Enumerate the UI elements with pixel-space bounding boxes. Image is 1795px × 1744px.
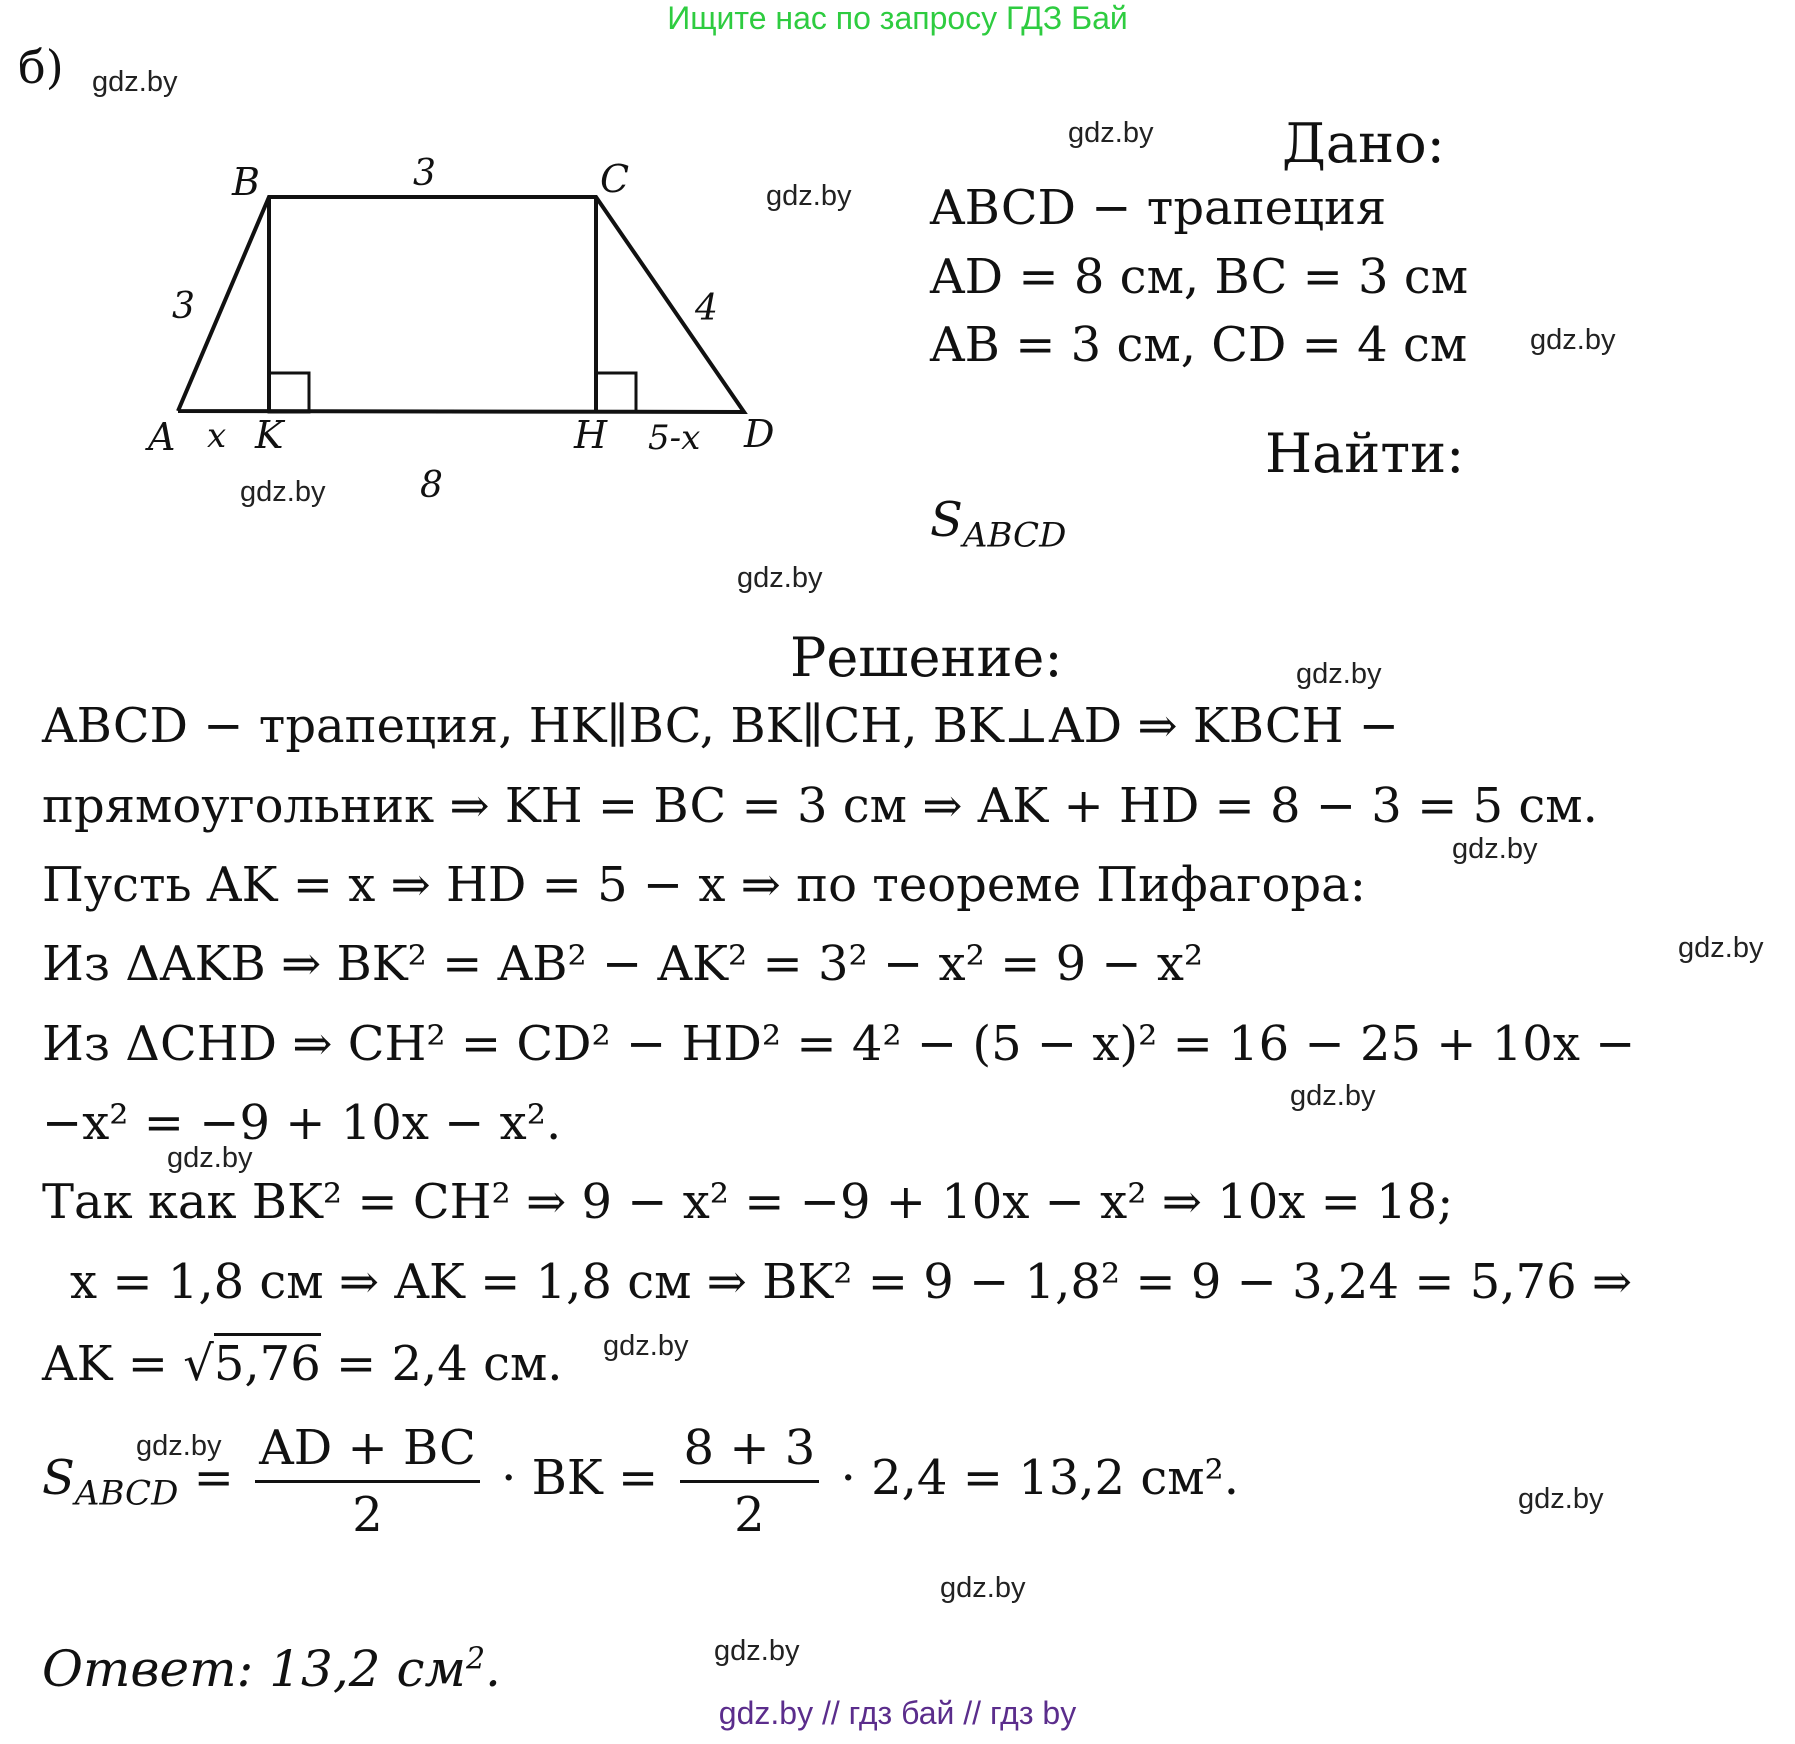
watermark: gdz.by (1518, 1483, 1604, 1515)
vertex-h: H (574, 413, 608, 457)
watermark: gdz.by (1296, 658, 1382, 690)
solution-line-8: x = 1,8 см ⇒ AK = 1,8 см ⇒ BK² = 9 − 1,8² = 9 − 3,24 = 5,76 ⇒ (70, 1254, 1633, 1310)
label-ab: 3 (172, 286, 195, 327)
fraction-1-den: 2 (352, 1487, 383, 1543)
watermark: gdz.by (1678, 932, 1764, 964)
area-tail: · 2,4 = 13,2 см². (840, 1450, 1240, 1506)
given-line-2: AD = 8 см, BC = 3 см (930, 249, 1469, 305)
find-area (930, 492, 1066, 556)
answer-sup: 2 (465, 1641, 486, 1677)
given-line-3: AB = 3 см, CD = 4 см (930, 317, 1468, 373)
fraction-2-num: 8 + 3 (680, 1420, 820, 1483)
watermark: gdz.by (1530, 324, 1616, 356)
footer-links: gdz.by // гдз бай // гдз by (718, 1695, 1077, 1731)
solution-line-4: Из ΔAKB ⇒ BK² = AB² − AK² = 3² − x² = 9 − x² (42, 936, 1204, 992)
right-angle-k (269, 373, 309, 412)
solution-line-2: прямоугольник ⇒ KH = BC = 3 см ⇒ AK + HD = 8 − 3 = 5 см. (42, 778, 1598, 834)
sqrt-radicand: 5,76 (214, 1333, 321, 1392)
given-heading: Дано: (1282, 112, 1445, 175)
fraction-1-num: AD + BC (255, 1420, 480, 1483)
watermark: gdz.by (1068, 117, 1154, 149)
part-label: б) (18, 40, 64, 94)
area-sub: ABCD (74, 1473, 179, 1514)
watermark: gdz.by (603, 1330, 689, 1362)
right-angle-h (596, 373, 636, 412)
fraction-2 (680, 1420, 820, 1543)
trapezoid-figure (130, 140, 810, 520)
watermark: gdz.by (766, 180, 852, 212)
watermark: gdz.by (167, 1142, 253, 1174)
find-sub: ABCD (962, 515, 1067, 556)
label-ak: x (207, 416, 227, 456)
area-s: S (42, 1450, 75, 1506)
fraction-2-den: 2 (734, 1487, 765, 1543)
area-eq: = (193, 1450, 234, 1506)
vertex-b: B (232, 160, 260, 204)
fraction-1 (255, 1420, 480, 1543)
watermark: gdz.by (737, 562, 823, 594)
vertex-d: D (744, 412, 775, 456)
label-cd: 4 (695, 288, 718, 329)
sqrt-post: = 2,4 см. (320, 1336, 563, 1392)
solution-line-5: Из ΔCHD ⇒ CH² = CD² − HD² = 4² − (5 − x)² = 16 − 25 + 10x − (42, 1016, 1636, 1072)
trapezoid-outline (178, 197, 744, 412)
find-heading: Найти: (1265, 422, 1465, 485)
given-line-1: ABCD − трапеция (930, 180, 1387, 236)
area-mid: · BK = (501, 1450, 659, 1506)
answer (42, 1640, 501, 1698)
solution-line-3: Пусть AK = x ⇒ HD = 5 − x ⇒ по теореме Пифагора: (42, 857, 1366, 913)
watermark: gdz.by (940, 1572, 1026, 1604)
area-formula (42, 1420, 1239, 1543)
solution-line-1: ABCD − трапеция, HK∥BC, BK∥CH, BK⊥AD ⇒ KBCH − (42, 698, 1399, 754)
watermark: gdz.by (240, 476, 326, 508)
solution-heading: Решение: (790, 626, 1063, 689)
label-bc: 3 (413, 153, 436, 194)
watermark: gdz.by (92, 66, 178, 98)
sqrt-sign: √ (183, 1336, 214, 1392)
find-s: S (930, 492, 963, 548)
answer-text: Ответ: 13,2 см (42, 1640, 466, 1698)
vertex-a: A (148, 415, 176, 459)
top-banner: Ищите нас по запросу ГДЗ Бай (667, 0, 1128, 36)
label-ad: 8 (420, 465, 443, 506)
watermark: gdz.by (1452, 833, 1538, 865)
vertex-c: C (600, 157, 630, 201)
answer-end: . (485, 1640, 501, 1698)
sqrt-line (42, 1336, 563, 1392)
sqrt-pre: AK = (42, 1336, 184, 1392)
solution-line-6: −x² = −9 + 10x − x². (42, 1095, 562, 1151)
watermark: gdz.by (1290, 1080, 1376, 1112)
vertex-k: K (255, 413, 284, 457)
watermark: gdz.by (136, 1430, 222, 1462)
label-hd: 5-x (648, 418, 701, 458)
solution-line-7: Так как BK² = CH² ⇒ 9 − x² = −9 + 10x − x² ⇒ 10x = 18; (42, 1174, 1454, 1230)
watermark: gdz.by (714, 1635, 800, 1667)
